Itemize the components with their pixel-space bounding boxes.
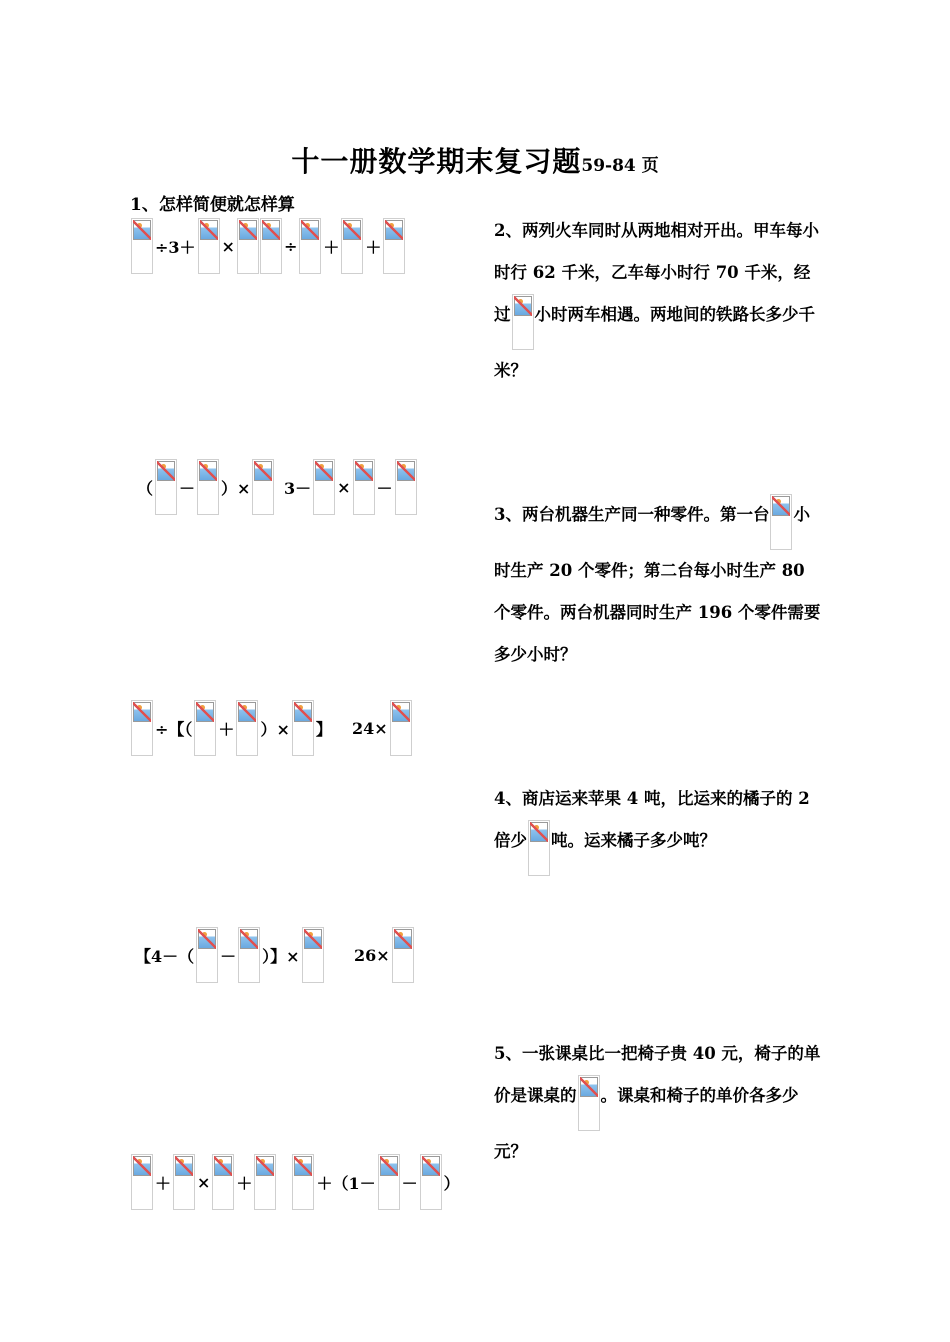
expression-text: 26× <box>354 945 390 965</box>
expression-text: 】 <box>315 719 332 739</box>
page-title-line <box>0 140 950 180</box>
fraction-image <box>420 1154 442 1210</box>
expression-text: ＋ <box>155 1173 172 1193</box>
fraction-image <box>378 1154 400 1210</box>
problem-text: 3、两台机器生产同一种零件。第一台 <box>494 505 770 524</box>
expression-text: ÷3＋ <box>155 237 196 257</box>
expression-text: － <box>376 478 393 498</box>
section-heading: 1、怎样简便就怎样算 <box>130 195 295 215</box>
expression-text: ÷ <box>284 236 298 256</box>
fraction-image <box>770 494 792 550</box>
fraction-image <box>292 700 314 756</box>
fraction-image <box>390 700 412 756</box>
problem-text: 4、商店运来苹果 4 吨，比运来的橘子的 2 倍少 <box>494 789 810 850</box>
word-problem-5 <box>494 1033 824 1173</box>
expression-5 <box>130 698 333 758</box>
expression-6 <box>351 698 413 758</box>
expression-text: ＋ <box>323 237 340 257</box>
expression-3 <box>136 457 275 517</box>
word-problem-4 <box>494 778 824 876</box>
word-problem-3 <box>494 494 824 676</box>
expression-text: － <box>401 1173 418 1193</box>
fraction-image <box>131 1154 153 1210</box>
fraction-image <box>254 1154 276 1210</box>
expression-text: ）× <box>260 719 290 739</box>
fraction-image <box>252 459 274 515</box>
word-problem-2 <box>494 210 824 392</box>
fraction-image <box>237 218 259 274</box>
fraction-image <box>313 459 335 515</box>
expression-1 <box>130 216 260 276</box>
expression-text: 24× <box>352 718 388 738</box>
fraction-image <box>578 1075 600 1131</box>
expression-text: ）× <box>221 478 251 498</box>
fraction-image <box>236 700 258 756</box>
fraction-image <box>299 218 321 274</box>
fraction-image <box>341 218 363 274</box>
problem-text: 2、两列火车同时从两地相对开出。甲车每小时行 62 千米，乙车每小时行 70 千米，经过 <box>494 221 819 324</box>
fraction-image <box>198 218 220 274</box>
fraction-image <box>212 1154 234 1210</box>
expression-text: × <box>197 1172 211 1192</box>
problem-text: 。课桌和椅子的单价各多少元？ <box>494 1086 799 1161</box>
problem-text: 吨。运来橘子多少吨？ <box>551 831 716 850</box>
expression-text: ÷【（ <box>155 719 193 739</box>
problem-text: 5、一张课桌比一把椅子贵 40 元，椅子的单价是课桌的 <box>494 1044 821 1105</box>
fraction-image <box>392 927 414 983</box>
expression-text: － <box>220 946 237 966</box>
expression-9 <box>130 1152 461 1212</box>
fraction-image <box>197 459 219 515</box>
fraction-image <box>131 700 153 756</box>
expression-text: 3－ <box>284 478 312 498</box>
expression-text: ＋ <box>218 719 235 739</box>
expression-text: × <box>221 236 235 256</box>
fraction-image <box>131 218 153 274</box>
fraction-image <box>512 294 534 350</box>
expression-text: （ <box>137 478 154 498</box>
expression-text: － <box>179 478 196 498</box>
expression-7 <box>134 925 325 985</box>
fraction-image <box>194 700 216 756</box>
fraction-image <box>260 218 282 274</box>
fraction-image <box>528 820 550 876</box>
expression-text: ）】× <box>262 946 300 966</box>
page-title: 十一册数学期末复习题 <box>291 145 582 178</box>
fraction-image <box>383 218 405 274</box>
expression-text: ＋ <box>365 237 382 257</box>
fraction-image <box>292 1154 314 1210</box>
fraction-image <box>353 459 375 515</box>
expression-text: 【4－（ <box>135 946 195 966</box>
expression-text: × <box>337 477 351 497</box>
expression-text: ） <box>443 1173 460 1193</box>
fraction-image <box>173 1154 195 1210</box>
expression-4 <box>283 457 418 517</box>
fraction-image <box>302 927 324 983</box>
problem-text: 小时两车相遇。两地间的铁路长多少千米？ <box>494 305 815 380</box>
expression-2 <box>259 216 406 276</box>
fraction-image <box>155 459 177 515</box>
problem-text: 小时生产 20 个零件；第二台每小时生产 80 个零件。两台机器同时生产 196 个零件需要多少小时？ <box>494 505 821 664</box>
fraction-image <box>395 459 417 515</box>
page-range: 59-84 页 <box>581 156 659 176</box>
expression-text: ＋ <box>236 1173 253 1193</box>
expression-8 <box>353 925 415 985</box>
fraction-image <box>238 927 260 983</box>
expression-text: ＋（1－ <box>316 1173 376 1193</box>
fraction-image <box>196 927 218 983</box>
